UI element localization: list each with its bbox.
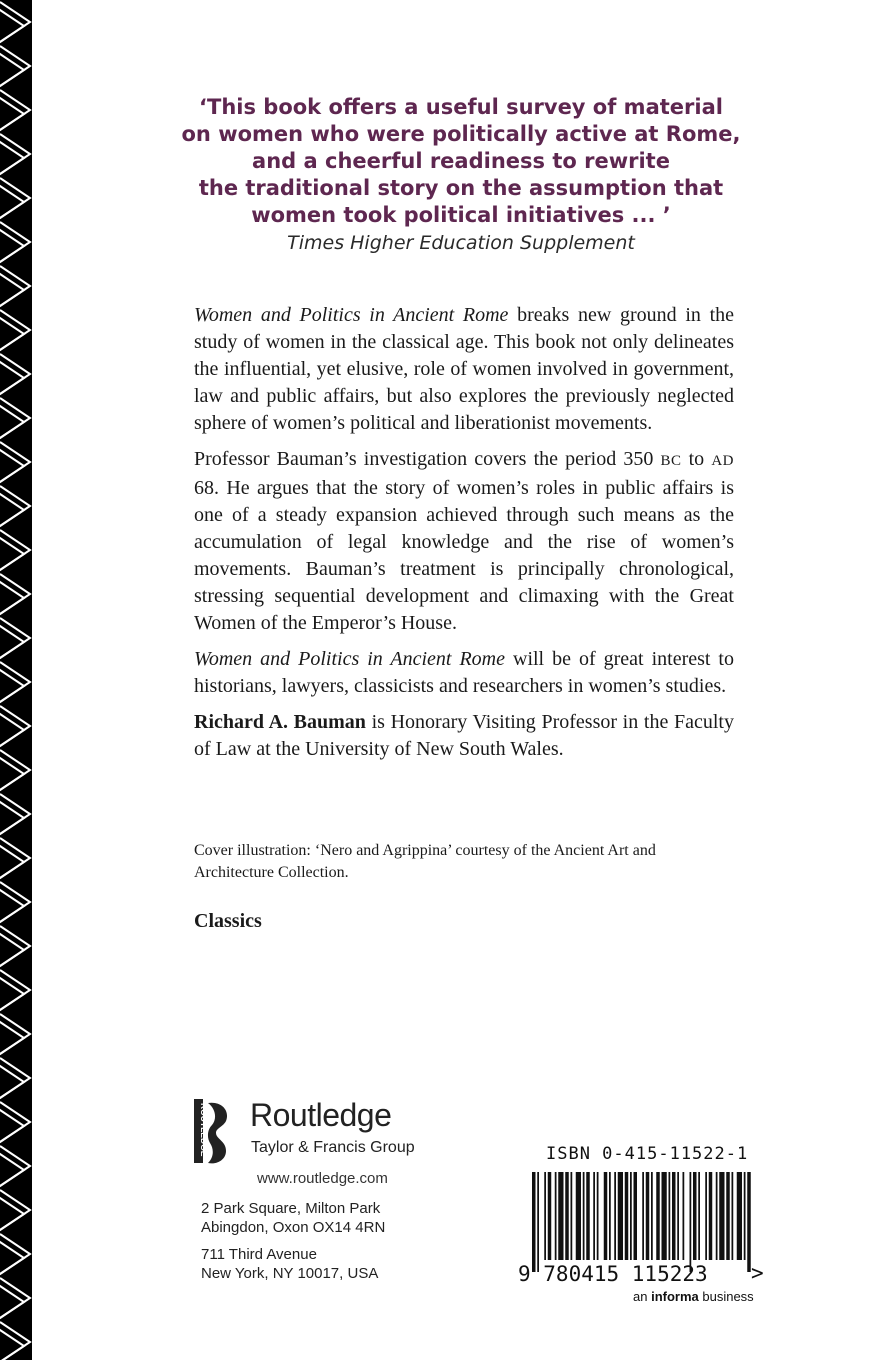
barcode-bar [583,1172,585,1260]
era-abbrev: BC [660,453,682,469]
description-paragraph [194,302,734,437]
barcode-bar [548,1172,552,1260]
barcode-bar [618,1172,623,1260]
barcode-bar [537,1172,539,1272]
publisher-logo [192,1097,452,1169]
quote-line: on women who were politically active at Rome, [181,122,741,146]
author-bio [194,709,734,763]
barcode-bar [651,1172,653,1260]
book-description [194,302,734,772]
paragraph-text: 68. He argues that the story of women’s roles in public affairs is one of a steady expansion achieved through such means as the accumulation of legal knowledge and the rise of women’s movements. Bauman’s treatment is principally chronological, stressing sequential development and climaxing with the Great Women of the Emperor’s House. [194,477,734,634]
paragraph-text: to [681,448,712,470]
barcode-bar [716,1172,718,1260]
barcode-bar [571,1172,573,1260]
barcode-bar [558,1172,563,1260]
barcode-bar [737,1172,742,1260]
author-name: Richard A. Bauman [194,711,366,733]
publisher-website: www.routledge.com [257,1170,388,1187]
barcode-bar [698,1172,700,1260]
description-paragraph [194,646,734,700]
description-paragraph [194,446,734,637]
barcode-bar [555,1172,557,1260]
barcode-bar [586,1172,590,1260]
barcode-bar [604,1172,608,1260]
barcode-bar [709,1172,713,1260]
barcode-bar [677,1172,679,1260]
barcode-bar [656,1172,660,1260]
barcode-bar [593,1172,595,1260]
address-uk [201,1199,385,1237]
barcode-bar [625,1172,629,1260]
barcode-bar [642,1172,644,1260]
address-line: Abingdon, Oxon OX14 4RN [201,1219,386,1236]
publisher-group: Taylor & Francis Group [251,1139,415,1156]
quote-source: Times Higher Education Supplement [287,232,635,254]
barcode-bar [693,1172,697,1260]
paragraph-text: is Honorary Visiting Professor in the Faculty of Law at the University of New South Wales. [194,711,734,760]
book-title: Women and Politics in Ancient Rome [194,648,506,670]
quote-line: women took political initiatives ... ’ [251,203,671,227]
barcode-bar [744,1172,746,1260]
book-title: Women and Politics in Ancient Rome [194,304,509,326]
barcode-arrow: > [751,1261,764,1285]
review-quote [140,94,782,257]
barcode-bar [662,1172,667,1260]
address-line: New York, NY 10017, USA [201,1265,379,1282]
informa-suffix: business [698,1289,754,1304]
routledge-emblem-icon [192,1097,240,1167]
era-abbrev: AD [711,453,734,469]
isbn-label: ISBN 0-415-11522-1 [546,1144,749,1164]
informa-prefix: an [633,1289,652,1304]
barcode-bar [614,1172,616,1260]
informa-brand: informa [651,1289,699,1304]
paragraph-text: will be of great interest to historians, lawyers, classicists and researchers in women’s studies. [194,648,734,697]
barcode-digits: 9 780415 115223 [518,1262,708,1286]
subject-category: Classics [194,910,262,932]
barcode-bar [565,1172,569,1260]
barcode-bar [672,1172,676,1260]
address-us [201,1245,378,1283]
barcode-bar [646,1172,650,1260]
barcode-bar [683,1172,685,1260]
barcode-bar [726,1172,730,1260]
barcode-bar [690,1172,692,1272]
barcode-bar [705,1172,707,1260]
barcode-bar [630,1172,632,1260]
svg-text:ROUTLEDGE: ROUTLEDGE [199,1103,209,1157]
barcode-bar [576,1172,581,1260]
paragraph-text: breaks new ground in the study of women in the classical age. This book not only delineates the influential, yet elusive, role of women involved in government, law and public affairs, but also explores the previously neglected sphere of women’s political and liberationist movements. [194,304,734,434]
barcode-bar [732,1172,734,1260]
cover-credit: Cover illustration: ‘Nero and Agrippina’ courtesy of the Ancient Art and Architecture Collection. [194,842,656,881]
barcode-bar [609,1172,611,1260]
barcode-bar [634,1172,638,1260]
barcode-bars [532,1172,751,1272]
barcode-bar [544,1172,546,1260]
paragraph-text: Professor Bauman’s investigation covers the period 350 [194,448,661,470]
quote-line: ‘This book offers a useful survey of material [199,95,723,119]
barcode-bar [669,1172,671,1260]
barcode-bar [597,1172,599,1260]
address-line: 711 Third Avenue [201,1246,317,1263]
quote-line: the traditional story on the assumption that [198,176,724,200]
decorative-edge-border [0,0,32,1360]
barcode-bar [719,1172,724,1260]
informa-tagline [633,1289,754,1304]
publisher-name: Routledge [250,1097,392,1133]
barcode-bar [747,1172,751,1272]
barcode-bar [532,1172,536,1272]
isbn-barcode [518,1168,768,1288]
address-line: 2 Park Square, Milton Park [201,1200,381,1217]
quote-line: and a cheerful readiness to rewrite [252,149,670,173]
